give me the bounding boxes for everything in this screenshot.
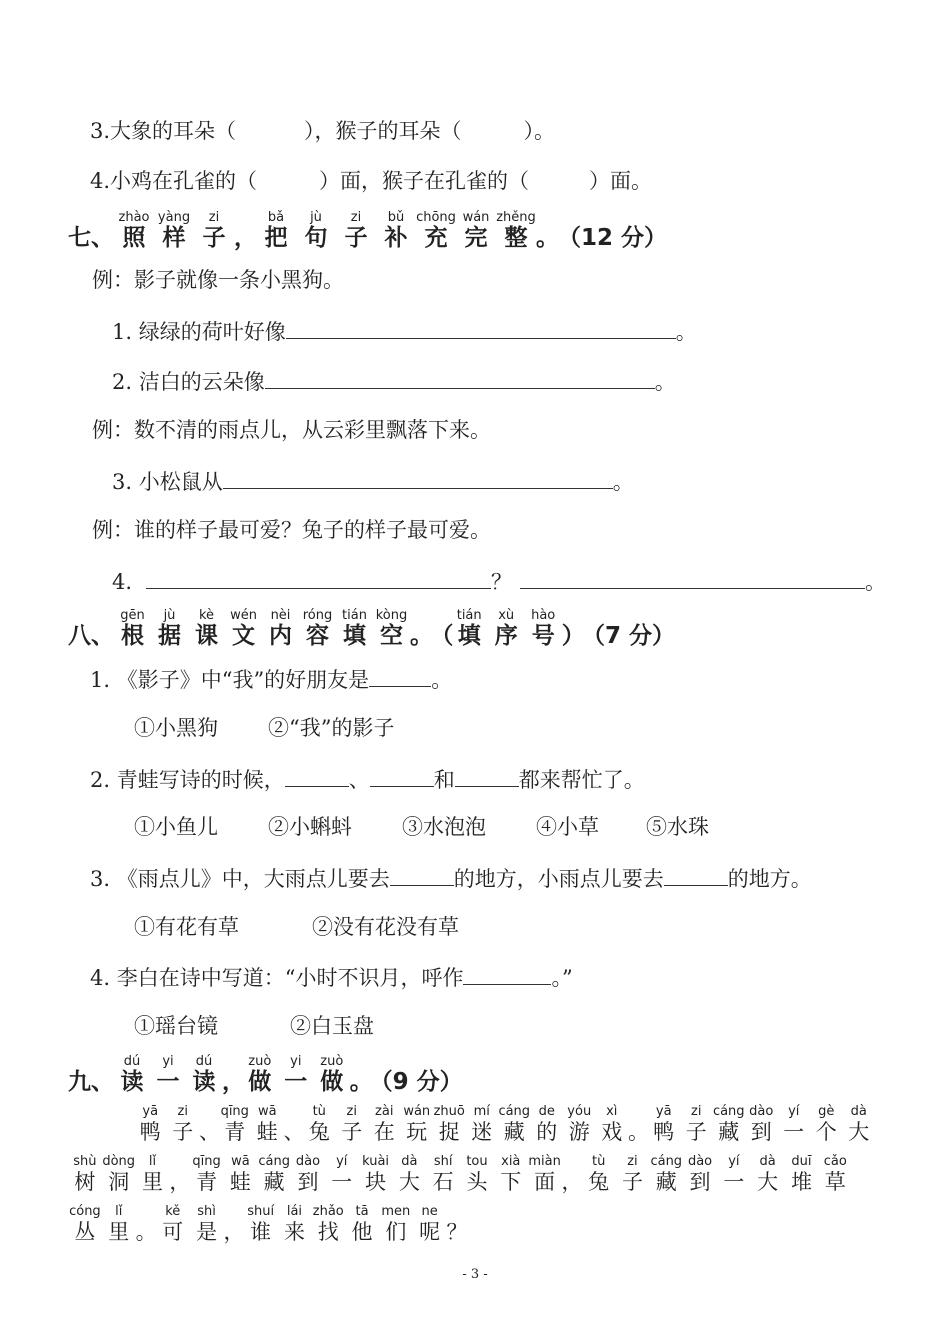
passage-char: 迷 — [471, 1120, 493, 1144]
passage-char: 蛙 — [229, 1170, 251, 1194]
pinyin: zi — [208, 210, 220, 225]
heading-char: 填 — [457, 623, 481, 649]
s8-question-4: 4. 李白在诗中写道：“小时不识月，呼作 。” — [90, 962, 573, 992]
pinyin: jù — [163, 608, 176, 623]
passage-char: 青 — [224, 1120, 246, 1144]
passage-char: 丛 — [74, 1220, 96, 1244]
pinyin: lǐ — [148, 1154, 157, 1169]
pinyin: chōng — [416, 210, 456, 225]
heading-char: 句 — [304, 225, 328, 251]
pinyin: kòng — [375, 608, 408, 623]
heading-char: ， — [234, 225, 257, 251]
section-score: （12 分） — [558, 225, 668, 251]
heading-char: 补 — [384, 225, 408, 251]
pinyin: hào — [531, 608, 556, 623]
pinyin: bǎ — [267, 210, 285, 225]
pinyin: shuí — [247, 1204, 275, 1219]
section-number: 八、 — [68, 623, 114, 649]
heading-char: 读 — [192, 1069, 216, 1095]
heading-char: 根 — [121, 623, 144, 649]
pinyin: gè — [818, 1104, 835, 1119]
answer-line[interactable] — [146, 566, 491, 589]
pinyin: men — [381, 1204, 411, 1219]
heading-char: 容 — [306, 623, 329, 649]
pinyin: tián — [342, 608, 367, 623]
pinyin: zi — [346, 1104, 357, 1119]
heading-char: 。 — [536, 225, 559, 251]
heading-char: 序 — [494, 623, 518, 649]
pinyin: dào — [295, 1154, 321, 1169]
passage-char: 子 — [341, 1120, 363, 1144]
passage-char: 块 — [365, 1170, 387, 1194]
pinyin: zi — [691, 1104, 702, 1119]
pinyin: wén — [230, 608, 257, 623]
answer-line[interactable] — [285, 764, 349, 787]
pinyin: róng — [302, 608, 333, 623]
pinyin: yā — [655, 1104, 672, 1119]
answer-line[interactable] — [390, 863, 454, 886]
s7-example-1: 例：影子就像一条小黑狗。 — [92, 268, 344, 292]
heading-char: 把 — [264, 225, 288, 251]
passage-char: 里 — [141, 1170, 163, 1194]
pinyin: dú — [195, 1054, 213, 1069]
section-score: （9 分） — [369, 1069, 463, 1095]
answer-line[interactable] — [265, 366, 655, 389]
pinyin: shù — [73, 1154, 97, 1169]
passage-char: 藏 — [263, 1170, 285, 1194]
passage-char: 来 — [283, 1220, 305, 1244]
s6-item-3: 3.大象的耳朵（ ），猴子的耳朵（ ）。 — [90, 119, 556, 143]
answer-line[interactable] — [370, 764, 434, 787]
passage-char: ， — [169, 1170, 191, 1194]
passage-char: 藏 — [718, 1120, 740, 1144]
passage-char: 一 — [783, 1120, 805, 1144]
pinyin: cáng — [650, 1154, 683, 1169]
pinyin: tù — [312, 1104, 326, 1119]
pinyin: zhěng — [496, 210, 536, 225]
passage-char: ？ — [446, 1220, 468, 1244]
passage-char: 头 — [466, 1170, 488, 1194]
s8-q2-option: ④小草 — [536, 815, 599, 839]
passage-char: 大 — [757, 1170, 779, 1194]
passage-char: 、 — [199, 1120, 220, 1144]
pinyin: wán — [462, 210, 490, 225]
answer-line[interactable] — [223, 466, 613, 489]
passage-char: 玩 — [406, 1120, 428, 1144]
s8-q4-option: ①瑶台镜 — [134, 1014, 218, 1038]
pinyin: dào — [749, 1104, 774, 1119]
heading-char: 充 — [424, 225, 448, 251]
pinyin: kuài — [362, 1154, 390, 1169]
answer-line[interactable] — [520, 566, 865, 589]
passage-char: 呢 — [419, 1220, 441, 1244]
s7-question-4: 4. ？ 。 — [112, 566, 886, 596]
s8-q4-option: ②白玉盘 — [290, 1014, 374, 1038]
pinyin: wā — [257, 1104, 277, 1119]
s8-question-2: 2. 青蛙写诗的时候， 、 和 都来帮忙了。 — [90, 764, 645, 794]
pinyin: cáng — [498, 1104, 531, 1119]
section-number: 九、 — [68, 1069, 114, 1095]
pinyin: lǐ — [115, 1204, 123, 1219]
section-score: （7 分） — [582, 623, 676, 649]
heading-char: （ — [430, 623, 454, 649]
heading-char: 读 — [120, 1069, 144, 1095]
pinyin: duī — [791, 1154, 812, 1169]
pinyin: xì — [606, 1104, 618, 1119]
heading-char: 空 — [380, 623, 403, 649]
pinyin: wā — [231, 1154, 250, 1169]
pinyin: dào — [687, 1154, 713, 1169]
pinyin: zhǎo — [312, 1204, 344, 1219]
s8-q2-option: ⑤水珠 — [646, 815, 709, 839]
passage-char: 游 — [568, 1120, 590, 1144]
passage-char: 的 — [536, 1120, 558, 1144]
passage-char: 子 — [685, 1120, 707, 1144]
heading-char: 子 — [202, 225, 226, 251]
pinyin: qīng — [192, 1154, 221, 1169]
s8-q2-option: ③水泡泡 — [402, 815, 486, 839]
s7-example-3: 例：谁的样子最可爱？兔子的样子最可爱。 — [92, 518, 491, 542]
passage-char: 藏 — [655, 1170, 677, 1194]
s6-item-4: 4.小鸡在孔雀的（ ）面，猴子在孔雀的（ ）面。 — [90, 169, 653, 193]
pinyin: tù — [591, 1154, 606, 1169]
pinyin: kè — [198, 608, 215, 623]
heading-char: 内 — [269, 623, 292, 649]
passage-char: 子 — [172, 1120, 194, 1144]
answer-line[interactable] — [463, 962, 551, 985]
passage-char: 草 — [824, 1170, 846, 1194]
pinyin: zuò — [320, 1054, 344, 1069]
passage-char: 他 — [351, 1220, 373, 1244]
passage-char: 石 — [432, 1170, 454, 1194]
pinyin: zài — [375, 1104, 394, 1119]
pinyin: zuò — [248, 1054, 272, 1069]
passage-char: 戏 — [601, 1120, 623, 1144]
pinyin: shí — [433, 1154, 453, 1169]
pinyin: de — [538, 1104, 555, 1119]
pinyin: xù — [498, 608, 515, 623]
heading-char: 照 — [122, 225, 146, 251]
pinyin: tián — [456, 608, 482, 623]
heading-char: 一 — [156, 1069, 180, 1095]
passage-char: 。 — [628, 1120, 649, 1144]
passage-char: 堆 — [790, 1170, 812, 1194]
s7-example-2: 例：数不清的雨点儿，从云彩里飘落下来。 — [92, 418, 491, 442]
passage-char: 到 — [750, 1120, 772, 1144]
pinyin: zi — [350, 210, 362, 225]
heading-char: 做 — [320, 1069, 344, 1095]
pinyin: dà — [850, 1104, 867, 1119]
passage-char: 们 — [385, 1220, 407, 1244]
passage-char: 、 — [283, 1120, 305, 1144]
heading-char: 完 — [464, 225, 488, 251]
pinyin: zi — [177, 1104, 188, 1119]
pinyin: miàn — [528, 1154, 561, 1169]
heading-char: 号 — [531, 623, 555, 649]
pinyin: mí — [473, 1104, 490, 1119]
s8-question-1: 1. 《影子》中“我”的好朋友是 。 — [90, 664, 452, 694]
heading-char: 课 — [195, 623, 218, 649]
heading-char: ） — [561, 623, 585, 649]
pinyin: yā — [142, 1104, 159, 1119]
pinyin: shì — [197, 1204, 216, 1219]
s8-q3-option: ②没有花没有草 — [312, 915, 459, 939]
answer-line[interactable] — [286, 316, 676, 339]
heading-char: ， — [222, 1069, 245, 1095]
pinyin: tā — [355, 1204, 369, 1219]
pinyin: jù — [310, 210, 322, 225]
heading-char: 样 — [162, 225, 186, 251]
passage-char: 面 — [534, 1170, 556, 1194]
passage-char: 子 — [621, 1170, 643, 1194]
passage-char: 找 — [317, 1220, 339, 1244]
pinyin: zi — [627, 1154, 638, 1169]
pinyin: tou — [466, 1154, 488, 1169]
s8-q1-option: ②“我”的影子 — [268, 716, 395, 740]
pinyin: kě — [165, 1204, 181, 1219]
heading-char: 。 — [349, 1069, 373, 1095]
pinyin: yi — [290, 1054, 302, 1069]
pinyin: dà — [401, 1154, 418, 1169]
heading-char: 整 — [504, 225, 528, 251]
passage-char: 个 — [815, 1120, 837, 1144]
passage-char: ， — [223, 1220, 245, 1244]
passage-char: 到 — [689, 1170, 711, 1194]
s8-q1-option: ①小黑狗 — [134, 716, 218, 740]
pinyin: lái — [286, 1204, 303, 1219]
heading-char: 做 — [248, 1069, 272, 1095]
passage-char: 谁 — [250, 1220, 272, 1244]
pinyin: cǎo — [823, 1154, 847, 1169]
answer-line[interactable] — [455, 764, 519, 787]
section-number: 七、 — [68, 225, 114, 251]
pinyin: dú — [123, 1054, 141, 1069]
passage-char: 兔 — [308, 1120, 330, 1144]
passage-char: 藏 — [503, 1120, 525, 1144]
pinyin: yóu — [567, 1104, 592, 1119]
s8-question-3: 3. 《雨点儿》中，大雨点儿要去 的地方，小雨点儿要去 的地方。 — [90, 863, 812, 893]
heading-char: 文 — [232, 623, 255, 649]
passage-char: 。 — [135, 1220, 157, 1244]
pinyin: bǔ — [387, 210, 405, 225]
pinyin: ne — [421, 1204, 438, 1219]
pinyin: wán — [403, 1104, 431, 1119]
heading-char: 填 — [343, 623, 366, 649]
passage-char: 下 — [500, 1170, 522, 1194]
heading-char: 子 — [344, 225, 368, 251]
pinyin: cóng — [69, 1204, 101, 1219]
page-number: - 3 - — [462, 1267, 488, 1282]
pinyin: yí — [336, 1154, 348, 1169]
passage-char: 大 — [398, 1170, 420, 1194]
pinyin: zhào — [118, 210, 150, 225]
passage-char: 到 — [297, 1170, 319, 1194]
passage-char: 鸭 — [653, 1120, 675, 1144]
passage-char: 捉 — [438, 1120, 460, 1144]
passage-char: 青 — [196, 1170, 218, 1194]
passage-char: 是 — [196, 1220, 218, 1244]
passage-char: 大 — [848, 1120, 870, 1144]
pinyin: zhuō — [433, 1104, 465, 1119]
passage-char: 蛙 — [256, 1120, 278, 1144]
heading-char: 一 — [284, 1069, 308, 1095]
passage-char: 树 — [74, 1170, 96, 1194]
pinyin: dòng — [102, 1154, 136, 1169]
pinyin: xià — [501, 1154, 521, 1169]
heading-char: 据 — [158, 623, 181, 649]
s7-question-1: 1. 绿绿的荷叶好像 。 — [112, 316, 697, 346]
passage-char: 一 — [331, 1170, 353, 1194]
passage-char: 一 — [723, 1170, 745, 1194]
s7-question-2: 2. 洁白的云朵像 。 — [112, 366, 676, 396]
passage-char: ， — [561, 1170, 583, 1194]
pinyin: nèi — [270, 608, 291, 623]
pinyin: yí — [788, 1104, 800, 1119]
passage-char: 在 — [373, 1120, 395, 1144]
pinyin: yi — [162, 1054, 174, 1069]
pinyin: gēn — [120, 608, 145, 623]
heading-char: 。 — [410, 623, 433, 649]
passage-char: 可 — [162, 1220, 184, 1244]
pinyin: dà — [759, 1154, 776, 1169]
s8-q2-option: ②小蝌蚪 — [268, 815, 352, 839]
answer-line[interactable] — [664, 863, 728, 886]
pinyin: yí — [728, 1154, 740, 1169]
s7-question-3: 3. 小松鼠从 。 — [112, 466, 634, 496]
pinyin: yàng — [157, 210, 191, 225]
s8-q3-option: ①有花有草 — [134, 915, 239, 939]
s8-q2-option: ①小鱼儿 — [134, 815, 218, 839]
pinyin: cáng — [712, 1104, 745, 1119]
answer-line[interactable] — [369, 664, 431, 687]
pinyin: cáng — [258, 1154, 290, 1169]
passage-char: 鸭 — [139, 1120, 161, 1144]
pinyin: qīng — [220, 1104, 249, 1119]
passage-char: 兔 — [588, 1170, 610, 1194]
passage-char: 里 — [108, 1220, 130, 1244]
passage-char: 洞 — [108, 1170, 130, 1194]
